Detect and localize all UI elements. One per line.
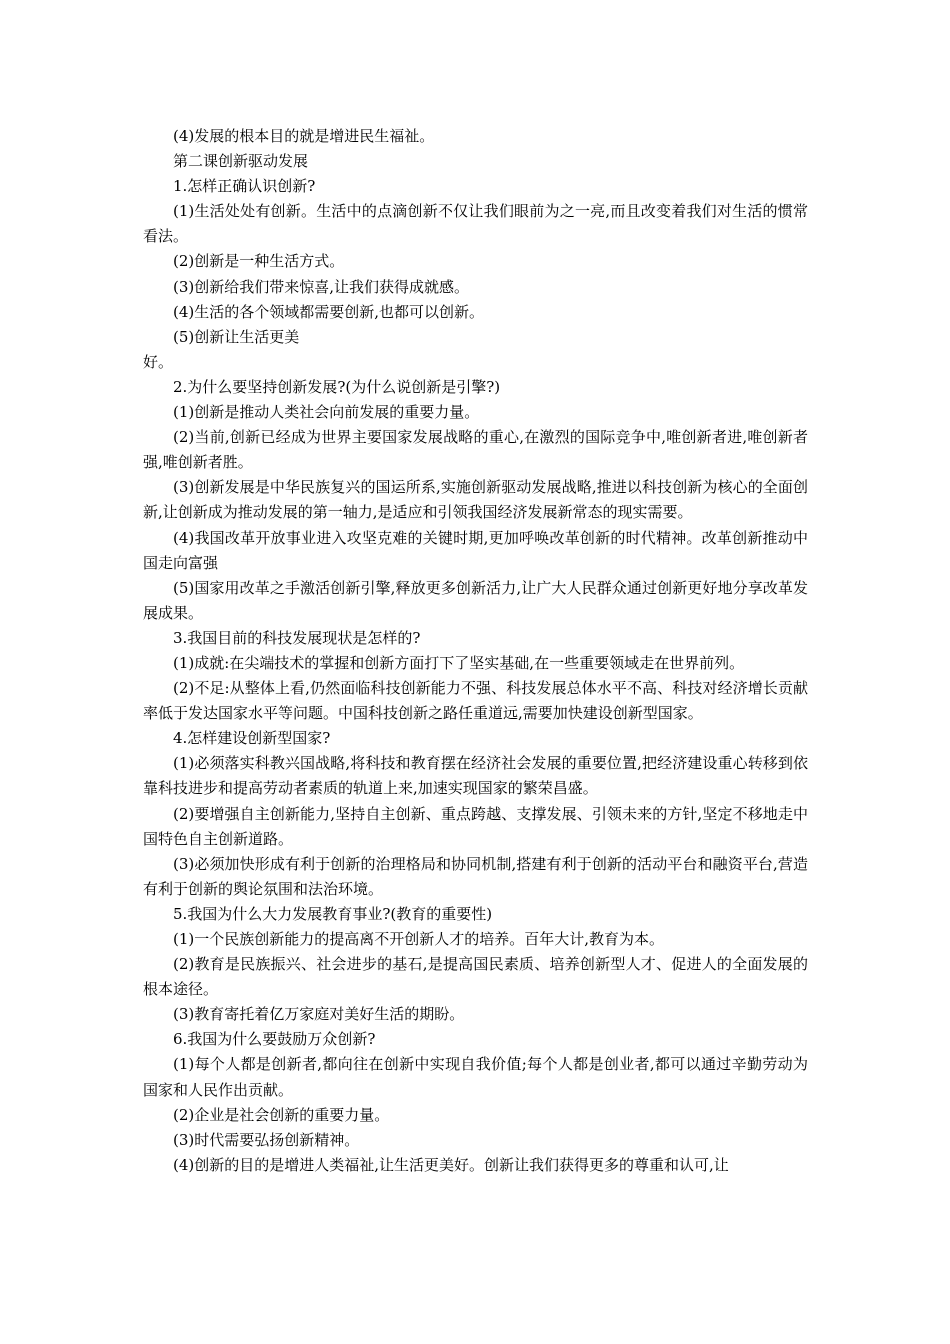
paragraph: (3)时代需要弘扬创新精神。	[173, 1130, 360, 1149]
paragraph: (1)创新是推动人类社会向前发展的重要力量。	[173, 403, 480, 422]
paragraph: (2)不足:从整体上看,仍然面临科技创新能力不强、科技发展总体水平不高、科技对经济增长贡献率低于发达国家水平等问题。中国科技创新之路任重道远,需要加快建设创新型国家。	[143, 679, 808, 723]
paragraph: (2)教育是民族振兴、社会进步的基石,是提高国民素质、培养创新型人才、促进人的全面发展的根本途径。	[143, 955, 808, 999]
paragraph: (4)创新的目的是增进人类福祉,让生活更美好。创新让我们获得更多的尊重和认可,让	[173, 1155, 729, 1174]
paragraph: (4)我国改革开放事业进入攻坚克难的关键时期,更加呼唤改革创新的时代精神。改革创新推动中国走向富强	[143, 528, 808, 572]
paragraph: (2)创新是一种生活方式。	[173, 252, 345, 271]
paragraph: (2)当前,创新已经成为世界主要国家发展战略的重心,在激烈的国际竞争中,唯创新者进,唯创新者强,唯创新者胜。	[143, 428, 808, 472]
paragraph: (1)一个民族创新能力的提高离不开创新人才的培养。百年大计,教育为本。	[173, 930, 665, 948]
question-heading: 4.怎样建设创新型国家?	[173, 729, 331, 748]
question-heading: 2.为什么要坚持创新发展?(为什么说创新是引擎?)	[173, 377, 501, 396]
question-heading: 6.我国为什么要鼓励万众创新?	[173, 1030, 376, 1049]
paragraph: (1)生活处处有创新。生活中的点滴创新不仅让我们眼前为之一亮,而且改变着我们对生活的惯常看法。	[143, 202, 808, 246]
paragraph: (4)发展的根本目的就是增进民生福祉。	[173, 127, 435, 145]
paragraph: (5)国家用改革之手激活创新引擎,释放更多创新活力,让广大人民群众通过创新更好地分享改革发展成果。	[143, 578, 808, 622]
paragraph: (3)教育寄托着亿万家庭对美好生活的期盼。	[173, 1005, 465, 1024]
paragraph-continuation: 好。	[143, 352, 174, 371]
paragraph: (5)创新让生活更美	[173, 327, 300, 346]
paragraph: (3)必须加快形成有利于创新的治理格局和协同机制,搭建有利于创新的活动平台和融资平台,营造有利于创新的舆论氛围和法治环境。	[143, 854, 808, 898]
paragraph: (3)创新给我们带来惊喜,让我们获得成就感。	[173, 277, 470, 296]
question-heading: 5.我国为什么大力发展教育事业?(教育的重要性)	[173, 904, 493, 923]
question-heading: 3.我国目前的科技发展现状是怎样的?	[173, 628, 421, 647]
paragraph: (4)生活的各个领域都需要创新,也都可以创新。	[173, 302, 485, 321]
paragraph: (2)企业是社会创新的重要力量。	[173, 1105, 390, 1124]
paragraph: (1)成就:在尖端技术的掌握和创新方面打下了坚实基础,在一些重要领域走在世界前列。	[173, 653, 745, 672]
paragraph: (1)每个人都是创新者,都向往在创新中实现自我价值;每个人都是创业者,都可以通过辛勤劳动为国家和人民作出贡献。	[143, 1055, 808, 1099]
paragraph: (1)必须落实科教兴国战略,将科技和教育摆在经济社会发展的重要位置,把经济建设重心转移到依靠科技进步和提高劳动者素质的轨道上来,加速实现国家的繁荣昌盛。	[143, 754, 808, 798]
paragraph: (3)创新发展是中华民族复兴的国运所系,实施创新驱动发展战略,推进以科技创新为核心的全面创新,让创新成为推动发展的第一轴力,是适应和引领我国经济发展新常态的现实需要。	[143, 478, 808, 522]
question-heading: 1.怎样正确认识创新?	[173, 177, 316, 196]
paragraph: (2)要增强自主创新能力,坚持自主创新、重点跨越、支撑发展、引领未来的方针,坚定不移地走中国特色自主创新道路。	[143, 804, 808, 848]
lesson-title: 第二课创新驱动发展	[173, 152, 309, 171]
